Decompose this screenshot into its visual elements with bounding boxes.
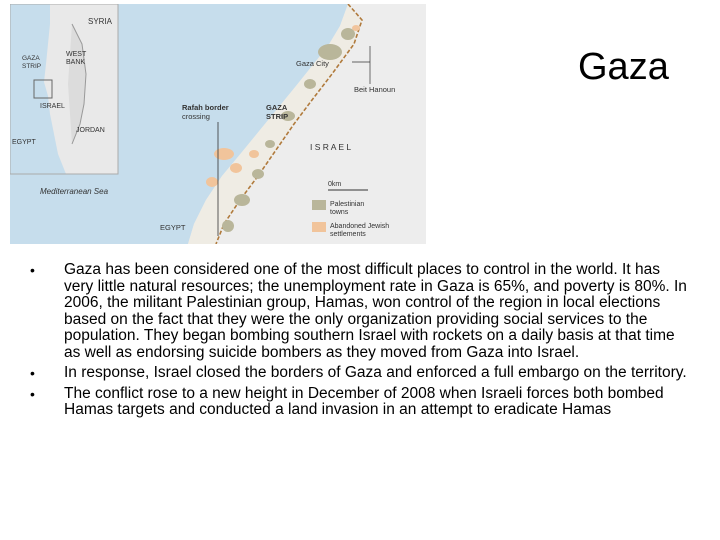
label-mediterranean: Mediterranean Sea bbox=[40, 187, 109, 196]
svg-text:WEST: WEST bbox=[66, 51, 87, 58]
label-rafah: Rafah border bbox=[182, 103, 229, 112]
svg-text:EGYPT: EGYPT bbox=[12, 139, 36, 146]
svg-text:settlements: settlements bbox=[330, 231, 366, 238]
bullet-item bbox=[30, 262, 690, 361]
bullet-text: The conflict rose to a new height in December of 2008 when Israeli forces both bombed Hamas targets and conducted a land invasion in an attempt to eradicate Hamas bbox=[64, 384, 664, 418]
label-egypt: EGYPT bbox=[160, 223, 186, 232]
svg-text:BANK: BANK bbox=[66, 59, 86, 66]
label-israel: I S R A E L bbox=[310, 142, 352, 152]
svg-text:JORDAN: JORDAN bbox=[76, 127, 105, 134]
svg-text:Abandoned Jewish: Abandoned Jewish bbox=[330, 223, 390, 230]
legend-swatch-towns bbox=[312, 200, 326, 210]
bullet-item bbox=[30, 386, 690, 419]
svg-text:ISRAEL: ISRAEL bbox=[40, 103, 65, 110]
svg-text:Palestinian: Palestinian bbox=[330, 201, 365, 208]
svg-text:STRIP: STRIP bbox=[22, 63, 42, 70]
label-gaza-strip: GAZA bbox=[266, 103, 288, 112]
bullet-list bbox=[30, 262, 690, 423]
bullet-symbol: • bbox=[30, 385, 35, 402]
bullet-symbol: • bbox=[30, 262, 35, 278]
bullet-text: Gaza has been considered one of the most difficult places to control in the world. It has very little natural resources; the unemployment rate in Gaza is 65%, and poverty is 80%. In 2006, the militant Palestinian group, Hamas, won control of the region in local elections based on the fact that they were the only organization providing social services to the population. They began bombing southern Israel with rockets on a daily basis at that time as well as endorsing suicide bombers as they moved from Gaza into Israel. bbox=[64, 261, 687, 361]
label-gaza-city: Gaza City bbox=[296, 59, 329, 68]
label-rafah-line2: crossing bbox=[182, 112, 210, 121]
svg-text:towns: towns bbox=[330, 209, 349, 216]
label-gaza-strip-line2: STRIP bbox=[266, 112, 289, 121]
legend-swatch-settlements bbox=[312, 222, 326, 232]
slide-title: Gaza bbox=[578, 46, 669, 88]
bullet-text: In response, Israel closed the borders of Gaza and enforced a full embargo on the territory. bbox=[64, 364, 687, 381]
inset-map bbox=[10, 4, 118, 174]
svg-text:GAZA: GAZA bbox=[22, 55, 40, 62]
bullet-symbol: • bbox=[30, 365, 35, 381]
scale-label: 0km bbox=[328, 181, 342, 188]
gaza-map bbox=[10, 4, 426, 244]
bullet-item bbox=[30, 365, 690, 382]
label-beit-hanoun: Beit Hanoun bbox=[354, 85, 396, 94]
svg-text:SYRIA: SYRIA bbox=[88, 17, 113, 26]
